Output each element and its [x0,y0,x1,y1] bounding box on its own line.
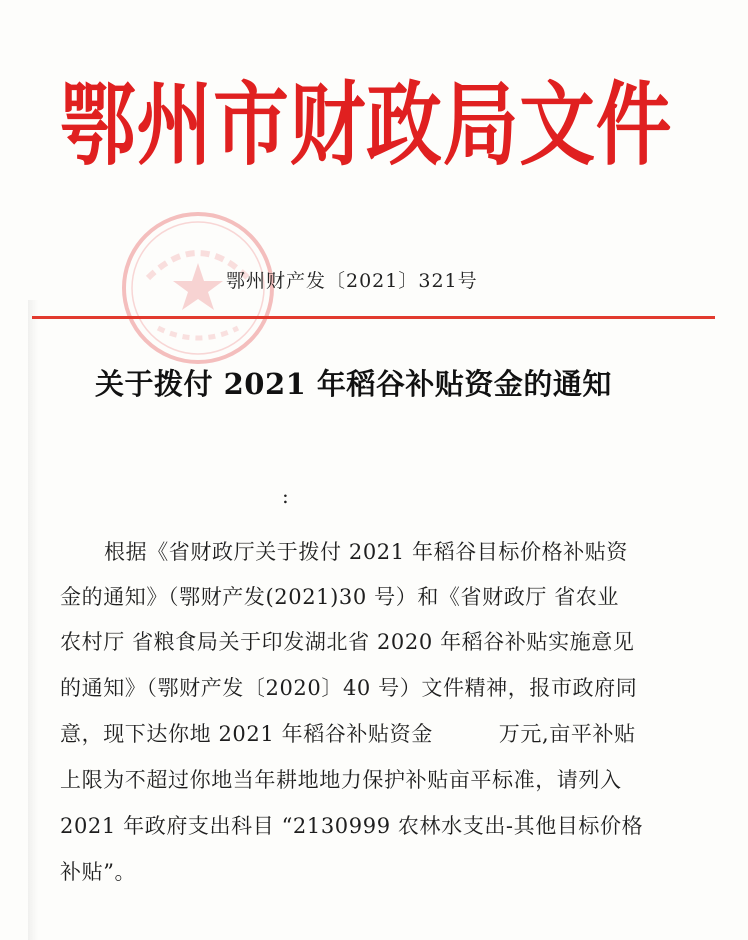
body-line-5 [60,718,636,748]
body-line-4: 的通知》（鄂财产发〔2020〕40 号）文件精神，报市政府同 [60,676,638,700]
body-line-7: 2021 年政府支出科目 “2130999 农林水支出-其他目标价格 [60,814,644,838]
body-line-1: 根据《省财政厅关于拨付 2021 年稻谷目标价格补贴资 [104,540,628,564]
body-line-2: 金的通知》（鄂财产发(2021)30 号）和《省财政厅 省农业 [60,585,619,609]
body-line-3: 农村厅 省粮食局关于印发湖北省 2020 年稻谷补贴实施意见 [60,630,635,654]
notice-title: 关于拨付 2021 年稻谷补贴资金的通知 [95,367,612,401]
body-line-6: 上限为不超过你地当年耕地地力保护补贴亩平标准，请列入 [60,768,622,792]
scan-edge-shadow [28,300,38,940]
document-number: 鄂州财产发〔2021〕321号 [226,270,478,292]
masthead-title: 鄂州市财政局文件 [60,71,673,178]
red-separator-line [32,316,715,319]
recipient-line: : [282,484,289,508]
body-line-5-part-b: 万元,亩平补贴 [498,722,636,746]
body-line-5-part-a: 意，现下达你地 2021 年稻谷补贴资金 [60,722,433,746]
body-line-8: 补贴”。 [60,860,137,884]
